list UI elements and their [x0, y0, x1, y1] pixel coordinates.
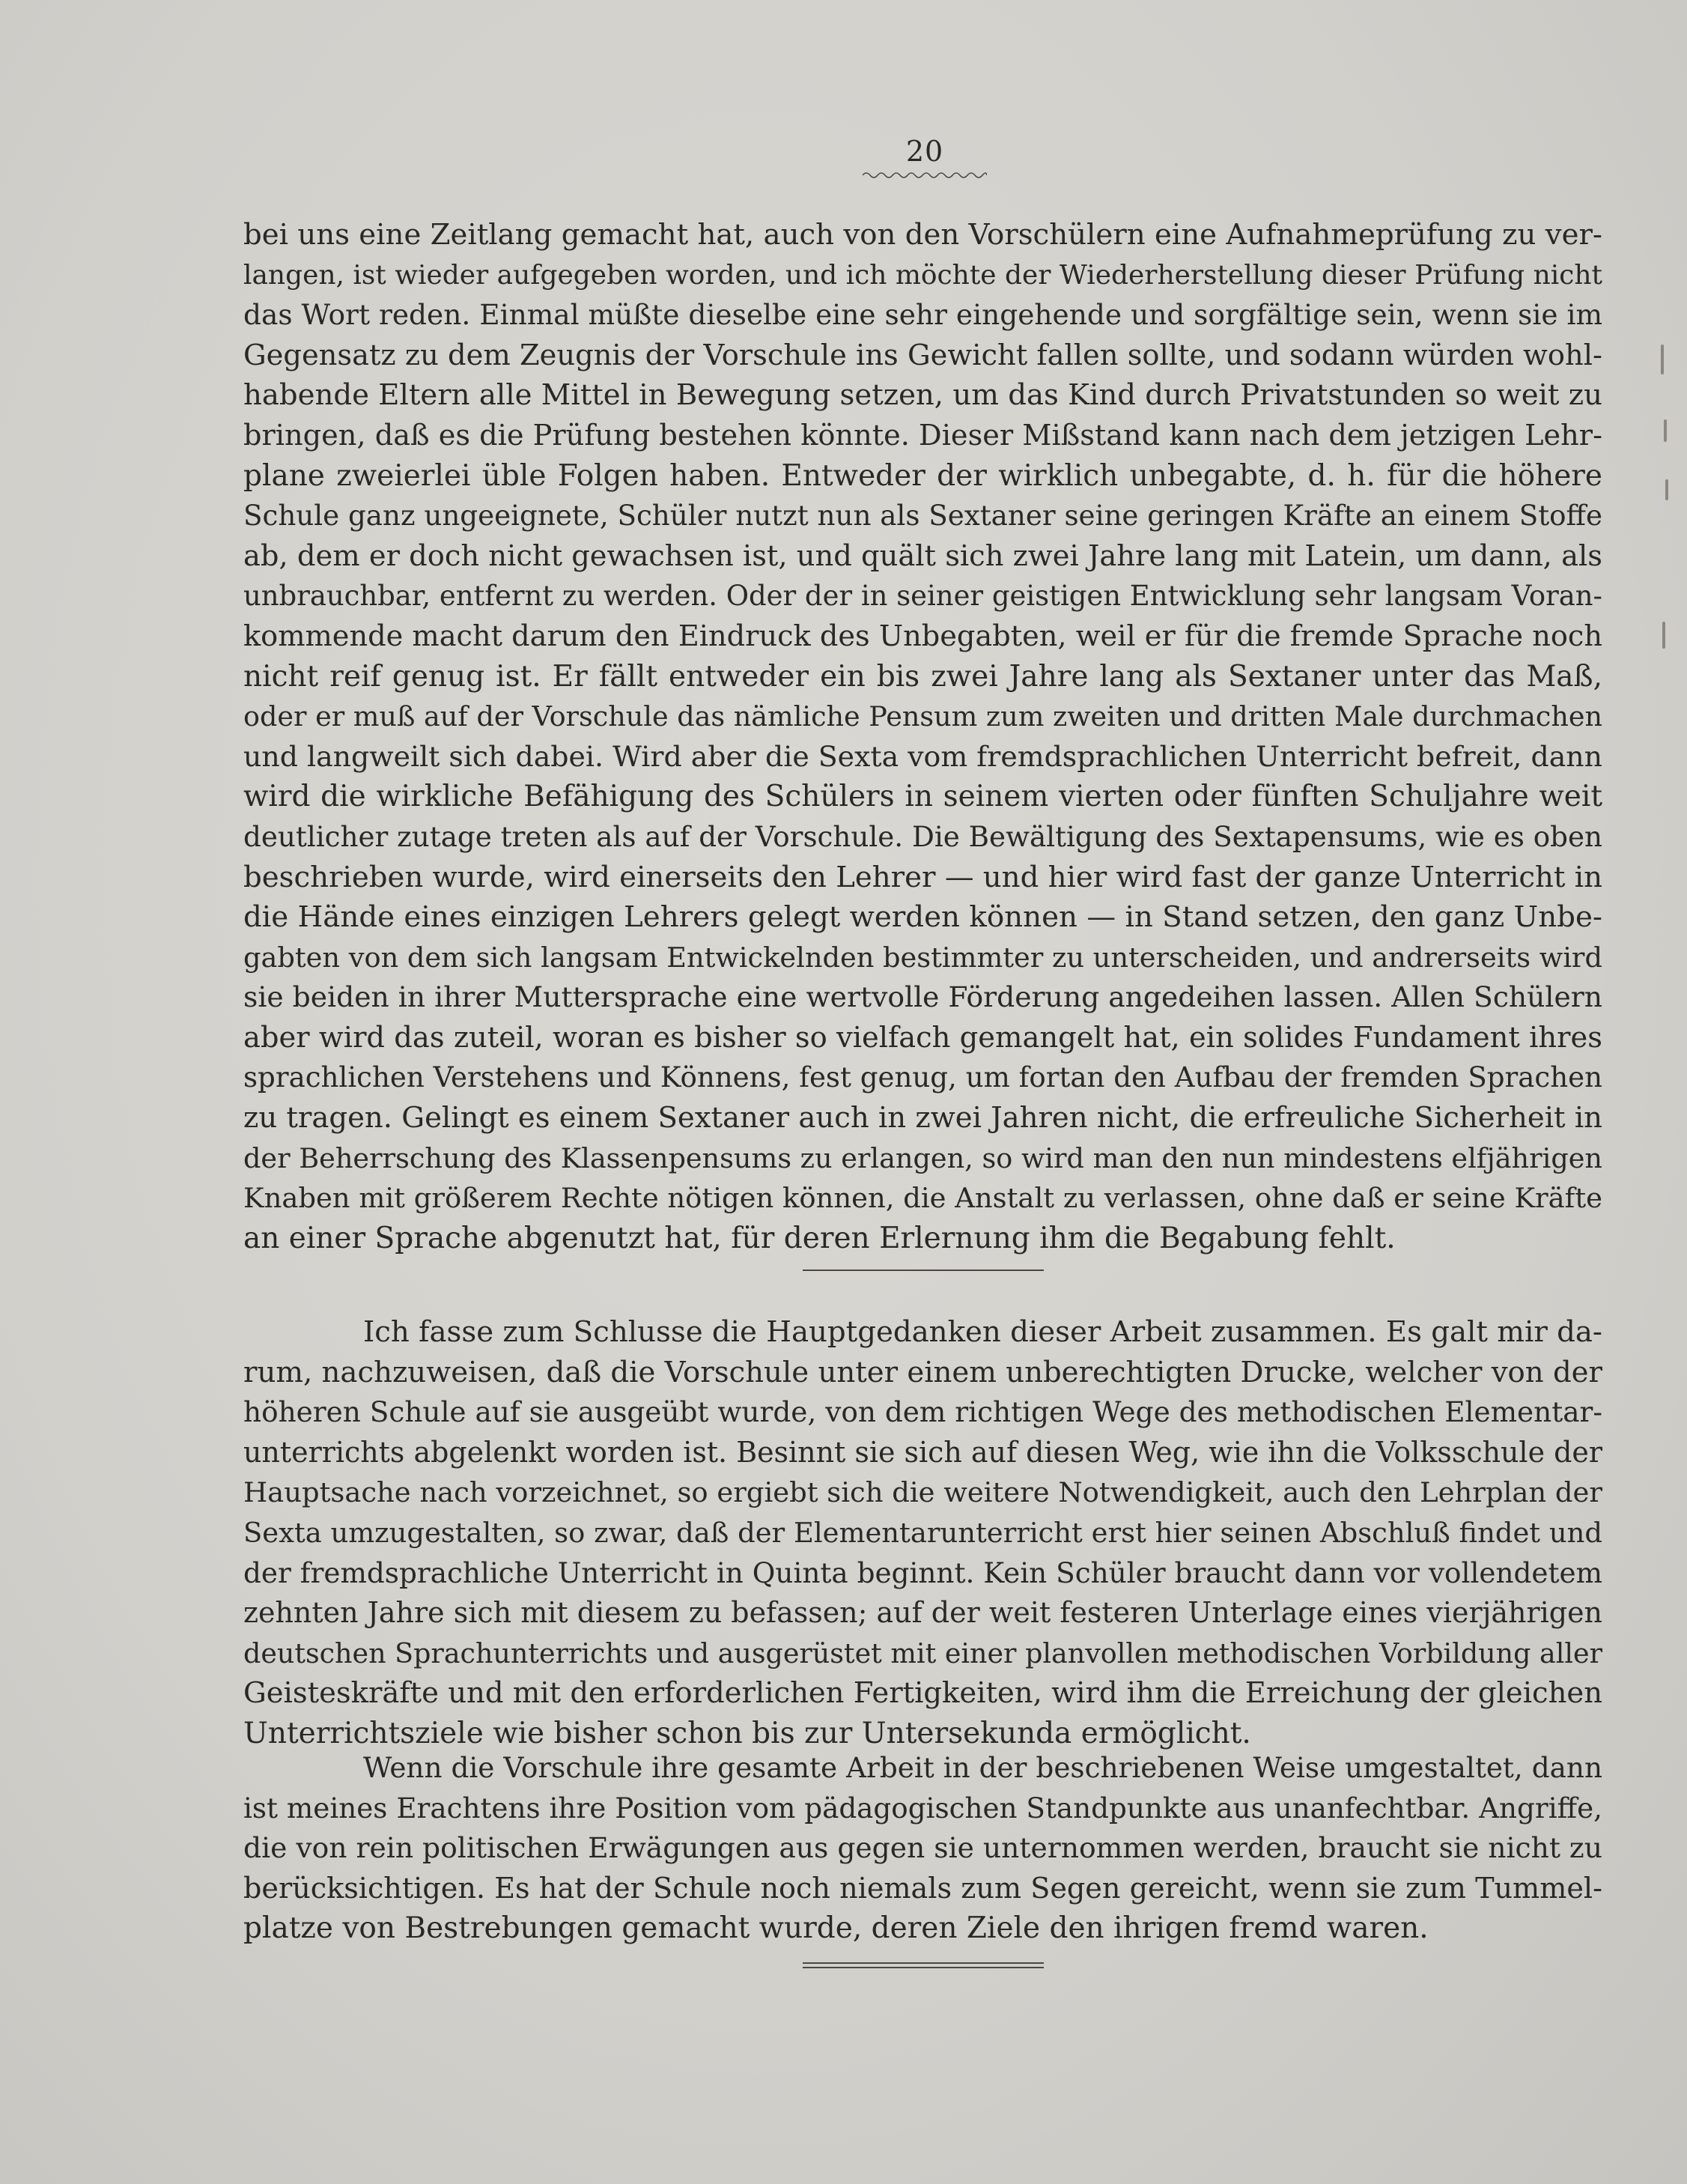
- text-line: Hauptsache nach vorzeichnet, so ergiebt sich die weitere Notwendigkeit, auch den Lehrplan der: [243, 1476, 1602, 1509]
- text-line: aber wird das zuteil, woran es bisher so vielfach gemangelt hat, ein solides Fundament ihres: [243, 1020, 1602, 1055]
- text-line: an einer Sprache abgenutzt hat, für deren Erlernung ihm die Begabung fehlt.: [243, 1221, 1396, 1255]
- text-line: deutschen Sprachunterrichts und ausgerüstet mit einer planvollen methodischen Vorbildung aller: [243, 1637, 1602, 1669]
- text-line: das Wort reden. Einmal müßte dieselbe eine sehr eingehende und sorgfältige sein, wenn sie im: [243, 298, 1602, 332]
- text-line: Wenn die Vorschule ihre gesamte Arbeit in der beschriebenen Weise umgestaltet, dann: [363, 1751, 1602, 1784]
- page-number: 20: [905, 135, 944, 168]
- text-line: unbrauchbar, entfernt zu werden. Oder der in seiner geistigen Entwicklung sehr langsam Voran-: [243, 580, 1602, 613]
- section-separator: [803, 1270, 1044, 1271]
- page-number-ornament: [863, 169, 987, 180]
- paragraph-conclusion: [243, 1748, 1602, 1949]
- end-double-rule: [803, 1962, 1044, 1968]
- text-line: langen, ist wieder aufgegeben worden, und ich möchte der Wiederherstellung dieser Prüfung nicht: [243, 259, 1602, 291]
- text-line: ist meines Erachtens ihre Position vom pädagogischen Standpunkte aus unanfechtbar. Angriffe,: [243, 1791, 1602, 1824]
- text-line: deutlicher zutage treten als auf der Vorschule. Die Bewältigung des Sextapensums, wie es oben: [243, 819, 1602, 853]
- text-line: oder er muß auf der Vorschule das nämliche Pensum zum zweiten und dritten Male durchmachen: [243, 700, 1602, 733]
- text-line: nicht reif genug ist. Er fällt entweder ein bis zwei Jahre lang als Sextaner unter das Maß,: [243, 659, 1602, 694]
- edge-mark: [1665, 479, 1668, 500]
- text-line: zehnten Jahre sich mit diesem zu befassen; auf der weit festeren Unterlage eines vierjährigen: [243, 1596, 1602, 1630]
- text-line: Knaben mit größerem Rechte nötigen können, die Anstalt zu verlassen, ohne daß er seine Kräfte: [243, 1182, 1602, 1215]
- edge-mark: [1664, 419, 1667, 442]
- text-line: habende Eltern alle Mittel in Bewegung setzen, um das Kind durch Privatstunden so weit zu: [243, 378, 1602, 413]
- text-line: Unterrichtsziele wie bisher schon bis zur Untersekunda ermöglicht.: [243, 1716, 1251, 1750]
- text-line: die von rein politischen Erwägungen aus gegen sie unternommen werden, braucht sie nicht zu: [243, 1831, 1602, 1865]
- text-line: zu tragen. Gelingt es einem Sextaner auch in zwei Jahren nicht, die erfreuliche Sicherheit in: [243, 1101, 1602, 1135]
- text-line: Schule ganz ungeeignete, Schüler nutzt nun als Sextaner seine geringen Kräfte an einem Stoffe: [243, 499, 1602, 533]
- text-line: der Beherrschung des Klassenpensums zu erlangen, so wird man den nun mindestens elfjährigen: [243, 1141, 1602, 1174]
- edge-mark: [1662, 622, 1665, 649]
- text-line: platze von Bestrebungen gemacht wurde, deren Ziele den ihrigen fremd waren.: [243, 1911, 1429, 1946]
- text-line: berücksichtigen. Es hat der Schule noch niemals zum Segen gereicht, wenn sie zum Tummel-: [243, 1871, 1602, 1905]
- text-line: wird die wirkliche Befähigung des Schülers in seinem vierten oder fünften Schuljahre weit: [243, 780, 1602, 814]
- text-line: die Hände eines einzigen Lehrers gelegt werden können — in Stand setzen, den ganz Unbe-: [243, 900, 1602, 935]
- text-line: unterrichts abgelenkt worden ist. Besinnt sie sich auf diesen Weg, wie ihn die Volksschule der: [243, 1435, 1602, 1469]
- text-line: und langweilt sich dabei. Wird aber die Sexta vom fremdsprachlichen Unterricht befreit, dann: [243, 739, 1602, 773]
- paragraph-summary: [243, 1312, 1602, 1754]
- text-line: höheren Schule auf sie ausgeübt wurde, von dem richtigen Wege des methodischen Elementar-: [243, 1395, 1602, 1429]
- text-line: ab, dem er doch nicht gewachsen ist, und quält sich zwei Jahre lang mit Latein, um dann, als: [243, 539, 1602, 573]
- text-line: gabten von dem sich langsam Entwickelnden bestimmter zu unterscheiden, und andrerseits wird: [243, 941, 1602, 974]
- text-line: Gegensatz zu dem Zeugnis der Vorschule ins Gewicht fallen sollte, und sodann würden wohl-: [243, 338, 1602, 372]
- paragraph-continued: [243, 215, 1602, 1258]
- text-line: Sexta umzugestalten, so zwar, daß der Elementarunterricht erst hier seinen Abschluß findet und: [243, 1516, 1602, 1549]
- text-line: kommende macht darum den Eindruck des Unbegabten, weil er für die fremde Sprache noch: [243, 619, 1602, 653]
- text-line: rum, nachzuweisen, daß die Vorschule unter einem unberechtigten Drucke, welcher von der: [243, 1355, 1602, 1389]
- text-line: sie beiden in ihrer Muttersprache eine wertvolle Förderung angedeihen lassen. Allen Schülern: [243, 980, 1602, 1014]
- text-line: bringen, daß es die Prüfung bestehen könnte. Dieser Mißstand kann nach dem jetzigen Lehr-: [243, 418, 1602, 452]
- text-line: Ich fasse zum Schlusse die Hauptgedanken dieser Arbeit zusammen. Es galt mir da-: [363, 1315, 1602, 1349]
- text-line: beschrieben wurde, wird einerseits den Lehrer — und hier wird fast der ganze Unterricht in: [243, 860, 1602, 894]
- text-line: Geisteskräfte und mit den erforderlichen Fertigkeiten, wird ihm die Erreichung der gleichen: [243, 1676, 1602, 1711]
- text-line: bei uns eine Zeitlang gemacht hat, auch von den Vorschülern eine Aufnahmeprüfung zu ver-: [243, 218, 1602, 252]
- text-line: plane zweierlei üble Folgen haben. Entweder der wirklich unbegabte, d. h. für die höhere: [243, 458, 1602, 493]
- edge-mark: [1661, 345, 1664, 374]
- text-line: sprachlichen Verstehens und Könnens, fest genug, um fortan den Aufbau der fremden Sprachen: [243, 1061, 1602, 1094]
- text-line: der fremdsprachliche Unterricht in Quinta beginnt. Kein Schüler braucht dann vor vollendetem: [243, 1556, 1602, 1589]
